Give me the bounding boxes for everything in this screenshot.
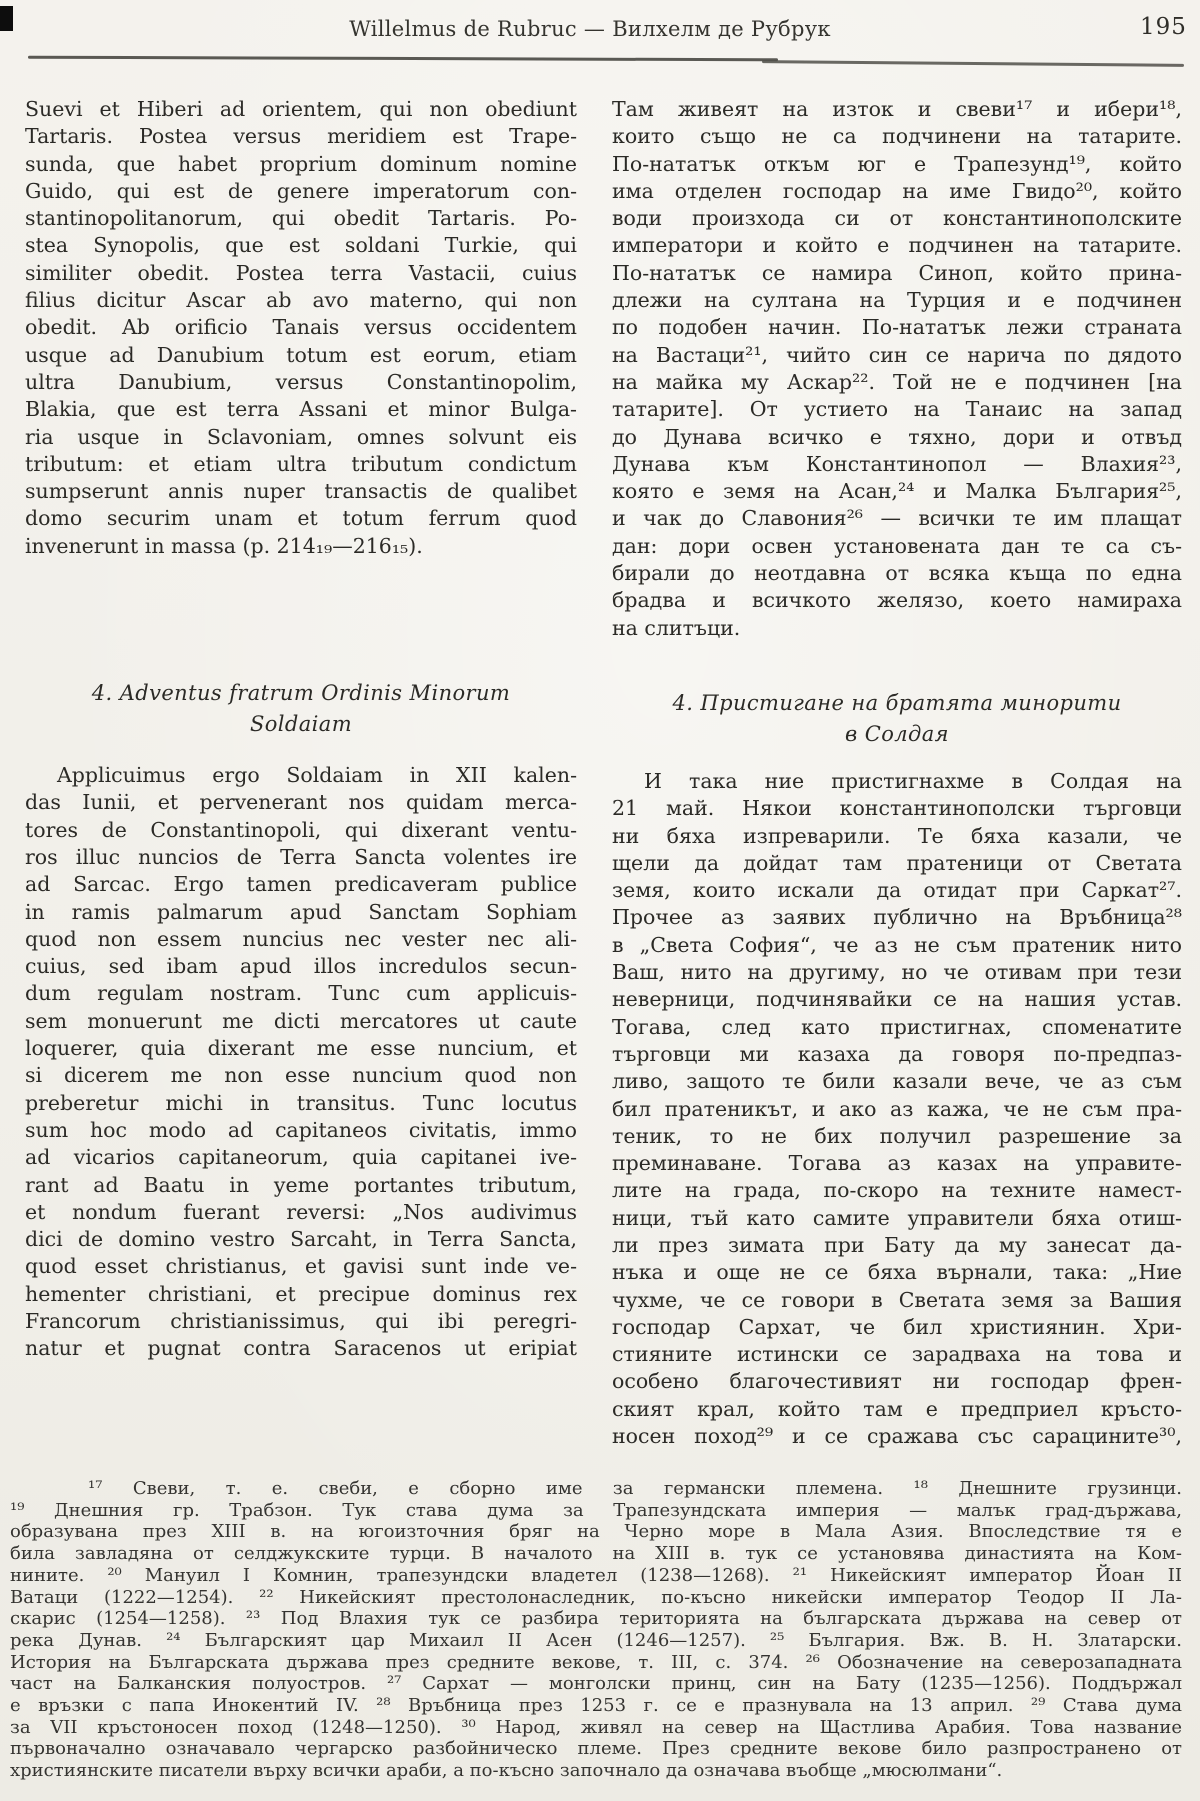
text-line: нините. ²⁰ Мануил I Комнин, трапезундски владетел (1238—1268). ²¹ Никейският император Йоан II (10, 1564, 1182, 1586)
text-line: Дунава към Константинопол — Влахия²³, (612, 451, 1182, 476)
text-line: invenerunt in massa (p. 214₁₉—216₁₅). (25, 533, 423, 558)
text-line: tributum: et etiam ultra tributum condictum (25, 451, 577, 476)
text-line: е връзки с папа Инокентий IV. ²⁸ Връбница през 1253 г. се е празнувала на 13 април. ²⁹ Става дума (10, 1695, 1182, 1717)
text-line: скарис (1254—1258). ²³ Под Влахия тук се разбира територията на българската държава на север от (10, 1608, 1182, 1630)
text-line: на Вастаци²¹, чийто син се нарича по дядото (612, 342, 1182, 367)
footnotes-block (10, 1478, 1182, 1782)
text-line: Suevi et Hiberi ad orientem, qui non obediunt (25, 97, 577, 121)
text-line: in ramis palmarum apud Sanctam Sophiam (25, 899, 577, 924)
text-line: obedit. Ab orificio Tanais versus occidentem (25, 315, 577, 340)
text-line: ad vicarios capitaneorum, quia capitanei ive- (25, 1145, 577, 1170)
text-line: била завладяна от селджукските турци. В началото на XIII в. тук се установява династията на Ком- (10, 1543, 1182, 1565)
text-line: императори и който е подчинен на татарите. (612, 233, 1182, 258)
text-line: води произхода си от константинополските (612, 206, 1182, 231)
text-line: Blakia, que est terra Assani et minor Bulga- (25, 397, 577, 422)
text-line: Там живеят на изток и свеви¹⁷ и ибери¹⁸, (612, 97, 1182, 121)
text-line: Ваш, нито на другиму, но че отивам при тези (612, 960, 1182, 985)
text-line: бирали до неотдавна от всяка къща по една (612, 561, 1182, 586)
text-line: нъка и още не се бяха върнали, така: „Ние (612, 1260, 1182, 1285)
text-line: 4. Пристигане на братята минорити (672, 690, 1122, 715)
text-line: По-нататък откъм юг е Трапезунд¹⁹, който (612, 151, 1182, 176)
text-line: ¹⁷ Свеви, т. е. свеби, е сборно име за германски племена. ¹⁸ Днешните грузинци. (88, 1478, 1182, 1499)
text-line: чухме, че се говори в Светата земя за Вашия (612, 1287, 1182, 1312)
bulgarian-text-column (612, 96, 1182, 1450)
text-line: на майка му Аскар²². Той не е подчинен [на (612, 369, 1182, 394)
text-line: stea Synopolis, que est soldani Turkie, qui (25, 233, 577, 258)
text-line: неверници, подчинявайки се на нашия устав. (612, 987, 1182, 1012)
text-line: ският крал, който там е предприел кръсто- (612, 1396, 1182, 1421)
text-line: Прочее аз заявих публично на Връбница²⁸ (612, 905, 1182, 930)
text-line: usque ad Danubium totum est eorum, etiam (25, 342, 577, 367)
running-header-title: Willelmus de Rubruc — Вилхелм де Рубрук (349, 17, 831, 41)
text-line: длежи на султана на Турция и е подчинен (612, 288, 1182, 313)
text-line: ad Sarcac. Ergo tamen predicaveram publice (25, 872, 577, 897)
text-line: част на Балканския полуостров. ²⁷ Сархат — монголски принц, син на Бату (1235—1256). Поддържал (10, 1673, 1182, 1695)
text-line: и чак до Славония²⁶ — всички те им плащат (612, 506, 1182, 531)
text-line: има отделен господар на име Гвидо²⁰, който (612, 178, 1182, 203)
bulgarian-paragraph-section-4 (612, 768, 1182, 1450)
text-line: която е земя на Асан,²⁴ и Малка България²⁵, (612, 479, 1182, 504)
text-line: които също не са подчинени на татарите. (612, 124, 1182, 149)
text-line: rant ad Baatu in yeme portantes tributum, (25, 1172, 577, 1197)
text-line: ros illuc nuncios de Terra Sancta volentes ire (25, 844, 577, 869)
text-line: И така ние пристигнахме в Солдая на (644, 768, 1182, 793)
text-line: Guido, qui est de genere imperatorum con- (25, 178, 577, 203)
text-line: щели да дойдат там пратеници от Светата (612, 850, 1182, 875)
text-line: Тогава, след като пристигнах, споменатите (612, 1014, 1182, 1039)
text-line: sum hoc modo ad capitaneos civitatis, immo (25, 1117, 577, 1142)
text-line: История на Българската държава през средните векове, т. III, с. 374. ²⁶ Обозначение на северозападната (10, 1651, 1182, 1673)
text-line: similiter obedit. Postea terra Vastacii, cuius (25, 260, 577, 285)
text-line: По-нататък се намира Синоп, който прина- (612, 260, 1182, 285)
text-line: ници, тъй като самите управители бяха отиш- (612, 1205, 1182, 1230)
text-line: Applicuimus ergo Soldaiam in XII kalen- (57, 763, 577, 788)
text-line: ли през зимата при Бату да му занесат да- (612, 1232, 1182, 1257)
text-line: в „Света София“, че аз не съм пратеник нито (612, 932, 1182, 957)
text-line: Tartaris. Postea versus meridiem est Trape- (25, 124, 577, 149)
text-line: sumpserunt annis nuper transactis de qualibet (25, 479, 577, 504)
text-line: носен поход²⁹ и се сражава със сарацините³⁰, (612, 1424, 1182, 1449)
text-line: Francorum christianissimus, qui ibi peregri- (25, 1308, 577, 1333)
text-line: първоначално означавало чергарско разбойническо племе. През средните векове било разпространено от (10, 1738, 1182, 1760)
text-line: quod esset christianus, et gavisi sunt inde ve- (25, 1254, 577, 1279)
text-line: в Солдая (845, 721, 949, 746)
text-line: бил пратеникът, и ако аз кажа, че не съм пра- (612, 1096, 1182, 1121)
text-line: stantinopolitanorum, qui obedit Tartaris. Po- (25, 206, 577, 231)
text-line: теник, то не бих получил разрешение за (612, 1123, 1182, 1148)
bulgarian-paragraph-continued (612, 96, 1182, 642)
text-line: quod non essem nuncius nec vester nec ali- (25, 926, 577, 951)
text-line: hementer christiani, et precipue dominus rex (25, 1281, 577, 1306)
text-line: sem monuerunt me dicti mercatores ut caute (25, 1008, 577, 1033)
text-line: християнските писатели върху всички араби, а по-късно започнало да означава въобще „мюсюлмани“. (10, 1760, 1003, 1782)
text-line: preberetur michi in transitus. Tunc locutus (25, 1090, 577, 1115)
text-line: преминаване. Тогава аз казах на управите- (612, 1151, 1182, 1176)
text-line: по подобен начин. По-нататък лежи страната (612, 315, 1182, 340)
text-line: образувана през XIII в. на югоизточния бряг на Черно море в Мала Азия. Впоследствие тя е (10, 1521, 1182, 1543)
text-line: cuius, sed ibam apud illos incredulos secun- (25, 954, 577, 979)
text-line: търговци ми казаха да говоря по-предпаз- (612, 1041, 1182, 1066)
text-line: tores de Constantinopoli, qui dixerant ventu- (25, 817, 577, 842)
text-line: Ватаци (1222—1254). ²² Никейският престолонаследник, по-късно никейски император Теодор II Ла- (10, 1586, 1182, 1608)
text-line: брадва и всичкото желязо, което намираха (612, 588, 1182, 613)
text-line: ¹⁹ Днешния гр. Трабзон. Тук става дума за Трапезундската империя — малък град-държава, (10, 1499, 1182, 1521)
text-line: loquerer, quia dixerant me esse nuncium, et (25, 1036, 577, 1061)
text-line: татарите]. От устието на Танаис на запад (612, 397, 1182, 422)
text-line: das Iunii, et pervenerant nos quidam merca- (25, 790, 577, 815)
text-line: si dicerem me non esse nuncium quod non (25, 1063, 577, 1088)
text-line: filius dicitur Ascar ab avo materno, qui non (25, 288, 577, 313)
latin-section-heading (25, 678, 577, 740)
text-line: ливо, защото те били казали вече, че аз съм (612, 1069, 1182, 1094)
text-line: река Дунав. ²⁴ Българският цар Михаил II Асен (1246—1257). ²⁵ България. Вж. В. Н. Златарски. (10, 1629, 1182, 1651)
text-line: 21 май. Някои константинополски търговци (612, 796, 1182, 821)
text-line: дан: дори освен установената дан те са съ- (612, 533, 1182, 558)
text-line: ни бяха изпреварили. Те бяха казали, че (612, 823, 1182, 848)
text-line: sunda, que habet proprium dominum nomine (25, 151, 577, 176)
text-line: domo securim unam et totum ferrum quod (25, 506, 577, 531)
text-line: до Дунава всичко е тяхно, дори и отвъд (612, 424, 1182, 449)
text-line: dici de domino vestro Sarcaht, in Terra Sancta, (25, 1227, 577, 1252)
header-rule-right-segment (762, 60, 1184, 67)
latin-text-column (25, 96, 577, 1363)
header-rule-left-segment (28, 56, 778, 62)
latin-paragraph-continued (25, 96, 577, 560)
text-line: dum regulam nostram. Tunc cum applicuis- (25, 981, 577, 1006)
text-line: Soldaiam (249, 712, 353, 737)
text-line: на слитъци. (612, 615, 741, 640)
bulgarian-section-heading (612, 688, 1182, 750)
text-line: за VII кръстоносен поход (1248—1250). ³⁰ Народ, живял на север на Щастлива Арабия. Това название (10, 1716, 1182, 1738)
text-line: 4. Adventus fratrum Ordinis Minorum (91, 681, 511, 706)
text-line: особено благочестивият ни господар френ- (612, 1369, 1182, 1394)
text-line: ria usque in Sclavoniam, omnes solvunt eis (25, 424, 577, 449)
text-line: natur et pugnat contra Saracenos ut eripiat (25, 1336, 577, 1361)
page-number: 195 (1140, 14, 1187, 40)
text-line: стияните истински се зарадваха на това и (612, 1342, 1182, 1367)
text-line: господар Сархат, че бил християнин. Хри- (612, 1314, 1182, 1339)
text-line: ultra Danubium, versus Constantinopolim, (25, 369, 577, 394)
latin-paragraph-section-4 (25, 762, 577, 1363)
text-line: земя, които искали да отидат при Саркат²⁷. (612, 878, 1182, 903)
text-line: et nondum fuerant reversi: „Nos audivimus (25, 1199, 577, 1224)
text-line: лите на града, по-скоро на техните намест- (612, 1178, 1182, 1203)
